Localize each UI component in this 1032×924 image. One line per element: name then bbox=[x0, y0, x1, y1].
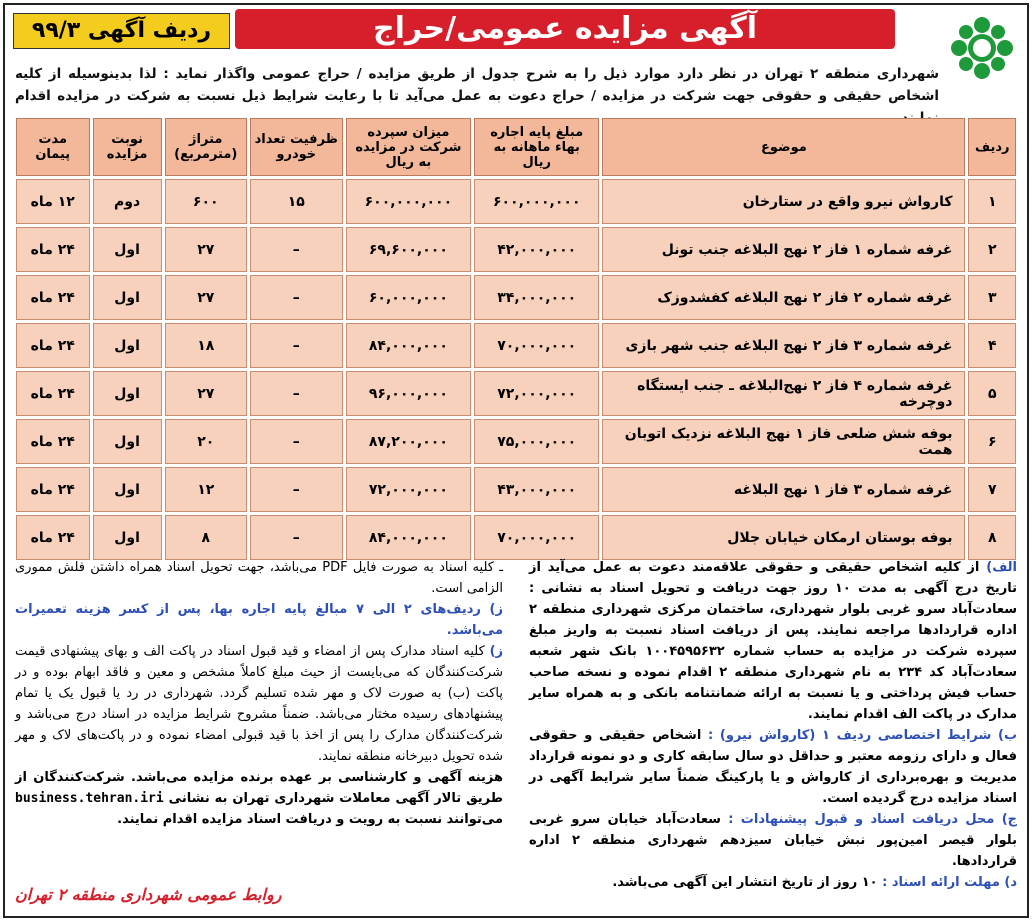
condition-h bbox=[15, 599, 503, 641]
col-header-base-price: مبلغ پایه اجاره بهاء ماهانه به ریال bbox=[474, 118, 599, 176]
cell-duration: ۲۴ ماه bbox=[16, 275, 90, 320]
cell-subject: غرفه شماره ۱ فاز ۲ نهج البلاغه جنب تونل bbox=[602, 227, 965, 272]
condition-a-text: از کلیه اشخاص حقیقی و حقوقی علاقه‌مند دعوت به عمل می‌آید از تاریخ درج آگهی به مدت ۱۰ روز جهت دریافت و تحویل اسناد به نشانی : سعادت‌آباد سرو غربی بلوار شهرداری، ساختمان مرکزی شهرداری منطقه ۲ اداره قراردادها مراجعه نمایند. پس از دریافت اسناد نسبت به واریز مبلغ سپرده شرکت در مزایده به حساب شماره ۱۰۰۴۵۹۵۶۳۲ بانک شهر شعبه سعادت‌آباد کد ۲۳۴ به نام شهرداری منطقه ۲ اقدام نموده و نسخه صاحب حساب فیش پرداختی و یا نسبت به ارائه ضمانتنامه بانکی و به همراه سایر مدارک در پاکت الف اقدام نمایند. bbox=[529, 560, 1018, 722]
cell-duration: ۲۴ ماه bbox=[16, 515, 90, 560]
cell-duration: ۱۲ ماه bbox=[16, 179, 90, 224]
cell-capacity: – bbox=[250, 515, 343, 560]
condition-b-label: ب) شرایط اختصاصی ردیف ۱ (کارواش نیرو) : bbox=[708, 728, 1018, 743]
condition-c bbox=[529, 809, 1017, 872]
col-header-radif: ردیف bbox=[968, 118, 1016, 176]
col-header-duration: مدت پیمان bbox=[16, 118, 90, 176]
condition-d-label: د) مهلت ارائه اسناد : bbox=[882, 875, 1017, 890]
intro-paragraph: شهرداری منطقه ۲ تهران در نظر دارد موارد ذیل را به شرح جدول از طریق مزایده / حراج عمومی واگذار نماید : لذا بدینوسیله از کلیه اشخاص حقیقی و حقوقی جهت شرکت در مزایده / حراج دعوت به عمل می‌آید تا با رعایت شرایط ذیل نسبت به شرکت در مزایده اقدام bbox=[15, 66, 939, 104]
cell-round: اول bbox=[93, 371, 162, 416]
cell-round: اول bbox=[93, 419, 162, 464]
cell-radif: ۷ bbox=[968, 467, 1016, 512]
cell-base-price: ۴۳,۰۰۰,۰۰۰ bbox=[474, 467, 599, 512]
condition-z bbox=[15, 641, 503, 767]
condition-a-label: الف) bbox=[986, 560, 1018, 575]
cell-area: ۲۷ bbox=[165, 227, 247, 272]
cell-deposit: ۶۰۰,۰۰۰,۰۰۰ bbox=[346, 179, 471, 224]
cell-area: ۲۰ bbox=[165, 419, 247, 464]
cell-subject: بوفه بوستان ارمکان خیابان جلال bbox=[602, 515, 965, 560]
cell-radif: ۴ bbox=[968, 323, 1016, 368]
footer-signature: روابط عمومی شهرداری منطقه ۲ تهران bbox=[15, 885, 282, 904]
cell-round: اول bbox=[93, 515, 162, 560]
cell-base-price: ۷۰,۰۰۰,۰۰۰ bbox=[474, 515, 599, 560]
condition-z-text: کلیه اسناد مدارک پس از امضاء و قید قبول اسناد در پاکت الف و بهای پیشنهادی قیمت شرکت‌کنندگان که می‌بایست از حیث مبلغ کاملاً مشخص و معین و فاقد ابهام بوده و در پاکت (ب) به صورت لاک و مهر شده تسلیم گردد. شهرداری در رد یا قبول یک یا تمام پیشنهادهای رسیده مختار می‌باشد. ضمناً مشروح شرایط مزایده در اسناد درج می‌باشد و شرکت‌کنندگان مدارک را پس از اخذ با قید قبولی امضاء نموده و در پاکت‌های لاک و مهر شده تحویل دبیرخانه منطقه نمایند. bbox=[15, 644, 503, 764]
cell-round: اول bbox=[93, 275, 162, 320]
cell-duration: ۲۴ ماه bbox=[16, 467, 90, 512]
cell-capacity: – bbox=[250, 371, 343, 416]
cell-deposit: ۹۶,۰۰۰,۰۰۰ bbox=[346, 371, 471, 416]
table-row bbox=[16, 371, 1016, 416]
cell-radif: ۲ bbox=[968, 227, 1016, 272]
cell-subject: غرفه شماره ۳ فاز ۱ نهج البلاغه bbox=[602, 467, 965, 512]
cell-radif: ۶ bbox=[968, 419, 1016, 464]
condition-b-text: اشخاص حقیقی و حقوقی فعال و دارای رزومه معتبر و حداقل دو سال سابقه کاری و دو نمونه قرارداد مدیریت و بهره‌برداری از کارواش و یا پارکینگ ضمناً سایر شرایط آگهی در اسناد مزایده درج گردیده است. bbox=[529, 728, 1017, 806]
cell-round: اول bbox=[93, 227, 162, 272]
cell-base-price: ۷۰,۰۰۰,۰۰۰ bbox=[474, 323, 599, 368]
cell-area: ۸ bbox=[165, 515, 247, 560]
conditions-left-column bbox=[15, 557, 503, 830]
condition-c-text: سعادت‌آباد خیابان سرو غربی بلوار قیصر امین‌پور نبش خیابان سیزدهم شهرداری منطقه ۲ اداره قراردادها. bbox=[529, 812, 1017, 869]
condition-d-text: ۱۰ روز از تاریخ انتشار این آگهی می‌باشد. bbox=[612, 875, 878, 890]
cell-radif: ۱ bbox=[968, 179, 1016, 224]
table-row bbox=[16, 419, 1016, 464]
table-row bbox=[16, 275, 1016, 320]
fee-note-tail: می‌توانند نسبت به رویت و دریافت اسناد مزایده اقدام نمایند. bbox=[117, 812, 503, 827]
cell-capacity: – bbox=[250, 275, 343, 320]
table-row bbox=[16, 227, 1016, 272]
pdf-note: ـ کلیه اسناد به صورت فایل PDF می‌باشد، جهت تحویل اسناد همراه داشتن فلش مموری الزامی است. bbox=[15, 560, 504, 596]
cell-area: ۲۷ bbox=[165, 371, 247, 416]
condition-z-label: ز) bbox=[489, 644, 503, 659]
banner-title: آگهی مزایده عمومی/حراج bbox=[235, 9, 895, 49]
cell-base-price: ۳۴,۰۰۰,۰۰۰ bbox=[474, 275, 599, 320]
table-header-row bbox=[16, 118, 1016, 176]
auction-table bbox=[13, 115, 1019, 563]
cell-duration: ۲۴ ماه bbox=[16, 419, 90, 464]
table-row bbox=[16, 323, 1016, 368]
cell-round: اول bbox=[93, 467, 162, 512]
municipality-logo-icon bbox=[947, 13, 1017, 83]
table-row bbox=[16, 467, 1016, 512]
cell-base-price: ۴۲,۰۰۰,۰۰۰ bbox=[474, 227, 599, 272]
col-header-deposit: میزان سپرده شرکت در مزایده به ریال bbox=[346, 118, 471, 176]
cell-duration: ۲۴ ماه bbox=[16, 371, 90, 416]
fee-note bbox=[15, 767, 503, 830]
cell-capacity: – bbox=[250, 467, 343, 512]
fee-note-text: هزینه آگهی و کارشناسی بر عهده برنده مزایده می‌باشد. شرکت‌کنندگان از طریق تالار آگهی معاملات شهرداری تهران به نشانی bbox=[15, 770, 503, 806]
radif-label: ردیف آگهی ۹۹/۳ bbox=[13, 13, 230, 49]
conditions-right-column bbox=[529, 557, 1017, 893]
table-row bbox=[16, 515, 1016, 560]
cell-round: دوم bbox=[93, 179, 162, 224]
cell-base-price: ۷۵,۰۰۰,۰۰۰ bbox=[474, 419, 599, 464]
cell-deposit: ۶۹,۶۰۰,۰۰۰ bbox=[346, 227, 471, 272]
col-header-round: نوبت مزایده bbox=[93, 118, 162, 176]
cell-deposit: ۸۷,۲۰۰,۰۰۰ bbox=[346, 419, 471, 464]
cell-deposit: ۶۰,۰۰۰,۰۰۰ bbox=[346, 275, 471, 320]
cell-subject: بوفه شش ضلعی فاز ۱ نهج البلاغه نزدیک اتوبان همت bbox=[602, 419, 965, 464]
cell-deposit: ۷۲,۰۰۰,۰۰۰ bbox=[346, 467, 471, 512]
cell-area: ۶۰۰ bbox=[165, 179, 247, 224]
cell-capacity: – bbox=[250, 419, 343, 464]
condition-b bbox=[529, 725, 1017, 809]
condition-h-text: ز) ردیف‌های ۲ الی ۷ مبالغ پایه اجاره بها، پس از کسر هزینه تعمیرات می‌باشد. bbox=[15, 602, 503, 638]
cell-base-price: ۷۲,۰۰۰,۰۰۰ bbox=[474, 371, 599, 416]
cell-capacity: ۱۵ bbox=[250, 179, 343, 224]
cell-area: ۱۸ bbox=[165, 323, 247, 368]
condition-c-label: ج) محل دریافت اسناد و قبول پیشنهادات : bbox=[728, 812, 1018, 827]
cell-duration: ۲۴ ماه bbox=[16, 227, 90, 272]
cell-subject: غرفه شماره ۳ فاز ۲ نهج البلاغه جنب شهر بازی bbox=[602, 323, 965, 368]
cell-duration: ۲۴ ماه bbox=[16, 323, 90, 368]
cell-radif: ۵ bbox=[968, 371, 1016, 416]
cell-base-price: ۶۰۰,۰۰۰,۰۰۰ bbox=[474, 179, 599, 224]
cell-subject: کارواش نیرو واقع در ستارخان bbox=[602, 179, 965, 224]
col-header-capacity: ظرفیت تعداد خودرو bbox=[250, 118, 343, 176]
business-url-link[interactable]: business.tehran.iri bbox=[15, 791, 164, 806]
advertisement-page bbox=[3, 3, 1029, 918]
cell-capacity: – bbox=[250, 227, 343, 272]
cell-capacity: – bbox=[250, 323, 343, 368]
col-header-subject: موضوع bbox=[602, 118, 965, 176]
cell-round: اول bbox=[93, 323, 162, 368]
conditions-section bbox=[15, 557, 1017, 897]
cell-deposit: ۸۴,۰۰۰,۰۰۰ bbox=[346, 515, 471, 560]
cell-area: ۲۷ bbox=[165, 275, 247, 320]
cell-area: ۱۲ bbox=[165, 467, 247, 512]
cell-radif: ۸ bbox=[968, 515, 1016, 560]
cell-radif: ۳ bbox=[968, 275, 1016, 320]
footer bbox=[15, 885, 1017, 904]
cell-subject: غرفه شماره ۲ فاز ۲ نهج البلاغه کفشدوزک bbox=[602, 275, 965, 320]
cell-subject: غرفه شماره ۴ فاز ۲ نهج‌البلاغه ـ جنب ایستگاه دوچرخه bbox=[602, 371, 965, 416]
table-row bbox=[16, 179, 1016, 224]
col-header-area: متراژ (مترمربع) bbox=[165, 118, 247, 176]
cell-deposit: ۸۴,۰۰۰,۰۰۰ bbox=[346, 323, 471, 368]
condition-a bbox=[529, 557, 1017, 725]
